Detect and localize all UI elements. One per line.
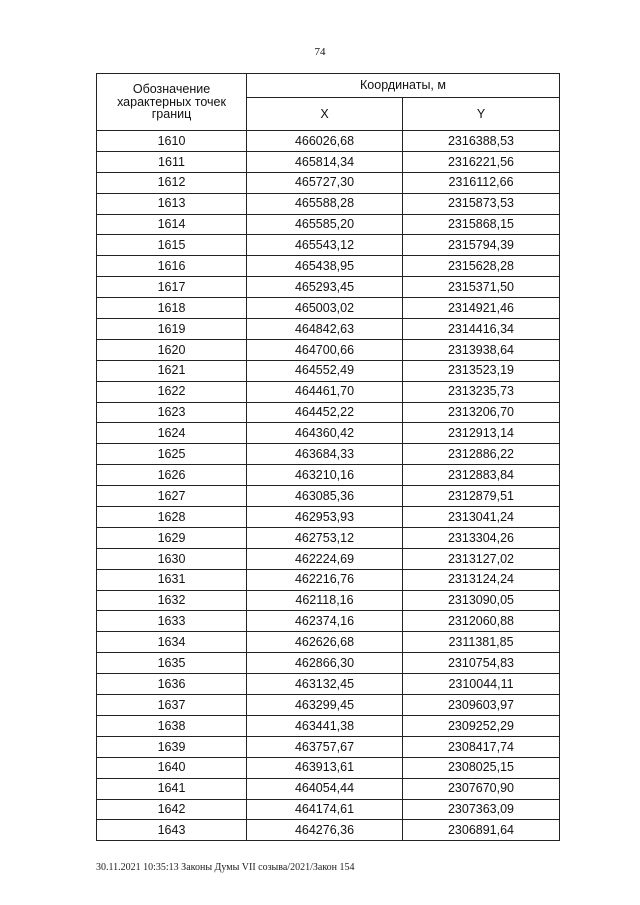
table-row	[97, 736, 560, 757]
y-coordinate-cell: 2313127,02	[403, 548, 560, 569]
table-row	[97, 590, 560, 611]
y-coordinate-cell: 2316112,66	[403, 172, 560, 193]
table-row	[97, 799, 560, 820]
y-coordinate-cell: 2315794,39	[403, 235, 560, 256]
x-coordinate-cell: 463913,61	[247, 757, 403, 778]
table-row	[97, 235, 560, 256]
table-row	[97, 820, 560, 841]
point-id-cell: 1622	[97, 381, 247, 402]
point-id-cell: 1634	[97, 632, 247, 653]
y-coordinate-cell: 2314921,46	[403, 298, 560, 319]
table-row	[97, 214, 560, 235]
x-coordinate-cell: 465585,20	[247, 214, 403, 235]
x-coordinate-cell: 463085,36	[247, 486, 403, 507]
y-coordinate-cell: 2315628,28	[403, 256, 560, 277]
y-coordinate-cell: 2313041,24	[403, 507, 560, 528]
x-coordinate-cell: 464552,49	[247, 360, 403, 381]
table-row	[97, 548, 560, 569]
x-coordinate-cell: 463757,67	[247, 736, 403, 757]
table-row	[97, 507, 560, 528]
footer-stamp: 30.11.2021 10:35:13 Законы Думы VII созыва/2021/Закон 154	[96, 862, 355, 873]
point-id-cell: 1638	[97, 715, 247, 736]
point-id-cell: 1612	[97, 172, 247, 193]
point-id-cell: 1637	[97, 695, 247, 716]
table-header	[97, 74, 560, 131]
x-coordinate-cell: 465438,95	[247, 256, 403, 277]
x-coordinate-cell: 465003,02	[247, 298, 403, 319]
table-row	[97, 277, 560, 298]
point-id-cell: 1614	[97, 214, 247, 235]
table-row	[97, 256, 560, 277]
header-x-label: X	[247, 97, 403, 130]
y-coordinate-cell: 2314416,34	[403, 319, 560, 340]
y-coordinate-cell: 2316388,53	[403, 131, 560, 152]
header-y-label: Y	[403, 97, 560, 130]
x-coordinate-cell: 462374,16	[247, 611, 403, 632]
coordinates-table	[96, 73, 560, 841]
point-id-cell: 1624	[97, 423, 247, 444]
y-coordinate-cell: 2311381,85	[403, 632, 560, 653]
point-id-cell: 1610	[97, 131, 247, 152]
table-row	[97, 193, 560, 214]
point-id-cell: 1616	[97, 256, 247, 277]
table-row	[97, 298, 560, 319]
y-coordinate-cell: 2310044,11	[403, 674, 560, 695]
point-id-cell: 1639	[97, 736, 247, 757]
table-row	[97, 319, 560, 340]
x-coordinate-cell: 465293,45	[247, 277, 403, 298]
y-coordinate-cell: 2313523,19	[403, 360, 560, 381]
y-coordinate-cell: 2312913,14	[403, 423, 560, 444]
y-coordinate-cell: 2313304,26	[403, 527, 560, 548]
table-row	[97, 778, 560, 799]
table-row	[97, 569, 560, 590]
point-id-cell: 1636	[97, 674, 247, 695]
x-coordinate-cell: 465588,28	[247, 193, 403, 214]
point-id-cell: 1630	[97, 548, 247, 569]
x-coordinate-cell: 462753,12	[247, 527, 403, 548]
table-row	[97, 423, 560, 444]
point-id-cell: 1615	[97, 235, 247, 256]
point-id-cell: 1620	[97, 339, 247, 360]
y-coordinate-cell: 2313090,05	[403, 590, 560, 611]
point-id-cell: 1626	[97, 465, 247, 486]
point-id-cell: 1623	[97, 402, 247, 423]
x-coordinate-cell: 462216,76	[247, 569, 403, 590]
point-id-cell: 1621	[97, 360, 247, 381]
y-coordinate-cell: 2316221,56	[403, 151, 560, 172]
x-coordinate-cell: 464842,63	[247, 319, 403, 340]
point-id-cell: 1618	[97, 298, 247, 319]
table-row	[97, 715, 560, 736]
table-row	[97, 444, 560, 465]
y-coordinate-cell: 2307363,09	[403, 799, 560, 820]
x-coordinate-cell: 463441,38	[247, 715, 403, 736]
y-coordinate-cell: 2315868,15	[403, 214, 560, 235]
point-id-cell: 1628	[97, 507, 247, 528]
table-row	[97, 151, 560, 172]
y-coordinate-cell: 2312879,51	[403, 486, 560, 507]
x-coordinate-cell: 464276,36	[247, 820, 403, 841]
table-row	[97, 611, 560, 632]
table-row	[97, 486, 560, 507]
table-row	[97, 527, 560, 548]
table-row	[97, 339, 560, 360]
x-coordinate-cell: 465543,12	[247, 235, 403, 256]
y-coordinate-cell: 2312060,88	[403, 611, 560, 632]
point-id-cell: 1633	[97, 611, 247, 632]
y-coordinate-cell: 2312883,84	[403, 465, 560, 486]
point-id-cell: 1643	[97, 820, 247, 841]
x-coordinate-cell: 462118,16	[247, 590, 403, 611]
table-row	[97, 757, 560, 778]
point-id-cell: 1627	[97, 486, 247, 507]
y-coordinate-cell: 2307670,90	[403, 778, 560, 799]
y-coordinate-cell: 2315371,50	[403, 277, 560, 298]
y-coordinate-cell: 2308417,74	[403, 736, 560, 757]
y-coordinate-cell: 2313938,64	[403, 339, 560, 360]
y-coordinate-cell: 2312886,22	[403, 444, 560, 465]
y-coordinate-cell: 2310754,83	[403, 653, 560, 674]
table-row	[97, 172, 560, 193]
header-coords-label: Координаты, м	[247, 74, 560, 98]
point-id-cell: 1641	[97, 778, 247, 799]
x-coordinate-cell: 464174,61	[247, 799, 403, 820]
header-point-label: Обозначение характерных точек границ	[97, 74, 247, 131]
table-row	[97, 695, 560, 716]
y-coordinate-cell: 2315873,53	[403, 193, 560, 214]
x-coordinate-cell: 463684,33	[247, 444, 403, 465]
y-coordinate-cell: 2309603,97	[403, 695, 560, 716]
x-coordinate-cell: 462866,30	[247, 653, 403, 674]
x-coordinate-cell: 466026,68	[247, 131, 403, 152]
point-id-cell: 1642	[97, 799, 247, 820]
table-row	[97, 653, 560, 674]
table-row	[97, 465, 560, 486]
table-row	[97, 402, 560, 423]
table-row	[97, 360, 560, 381]
x-coordinate-cell: 462953,93	[247, 507, 403, 528]
x-coordinate-cell: 464700,66	[247, 339, 403, 360]
x-coordinate-cell: 463299,45	[247, 695, 403, 716]
point-id-cell: 1611	[97, 151, 247, 172]
y-coordinate-cell: 2313206,70	[403, 402, 560, 423]
x-coordinate-cell: 463210,16	[247, 465, 403, 486]
y-coordinate-cell: 2309252,29	[403, 715, 560, 736]
y-coordinate-cell: 2308025,15	[403, 757, 560, 778]
x-coordinate-cell: 464360,42	[247, 423, 403, 444]
x-coordinate-cell: 463132,45	[247, 674, 403, 695]
point-id-cell: 1632	[97, 590, 247, 611]
point-id-cell: 1625	[97, 444, 247, 465]
x-coordinate-cell: 464452,22	[247, 402, 403, 423]
table-body	[97, 131, 560, 841]
y-coordinate-cell: 2313235,73	[403, 381, 560, 402]
table-row	[97, 131, 560, 152]
point-id-cell: 1617	[97, 277, 247, 298]
x-coordinate-cell: 462626,68	[247, 632, 403, 653]
point-id-cell: 1635	[97, 653, 247, 674]
point-id-cell: 1613	[97, 193, 247, 214]
x-coordinate-cell: 465814,34	[247, 151, 403, 172]
table-row	[97, 632, 560, 653]
x-coordinate-cell: 464461,70	[247, 381, 403, 402]
point-id-cell: 1640	[97, 757, 247, 778]
page-number: 74	[314, 46, 326, 58]
x-coordinate-cell: 464054,44	[247, 778, 403, 799]
table-row	[97, 674, 560, 695]
x-coordinate-cell: 465727,30	[247, 172, 403, 193]
point-id-cell: 1619	[97, 319, 247, 340]
point-id-cell: 1631	[97, 569, 247, 590]
point-id-cell: 1629	[97, 527, 247, 548]
y-coordinate-cell: 2306891,64	[403, 820, 560, 841]
table-row	[97, 381, 560, 402]
y-coordinate-cell: 2313124,24	[403, 569, 560, 590]
x-coordinate-cell: 462224,69	[247, 548, 403, 569]
